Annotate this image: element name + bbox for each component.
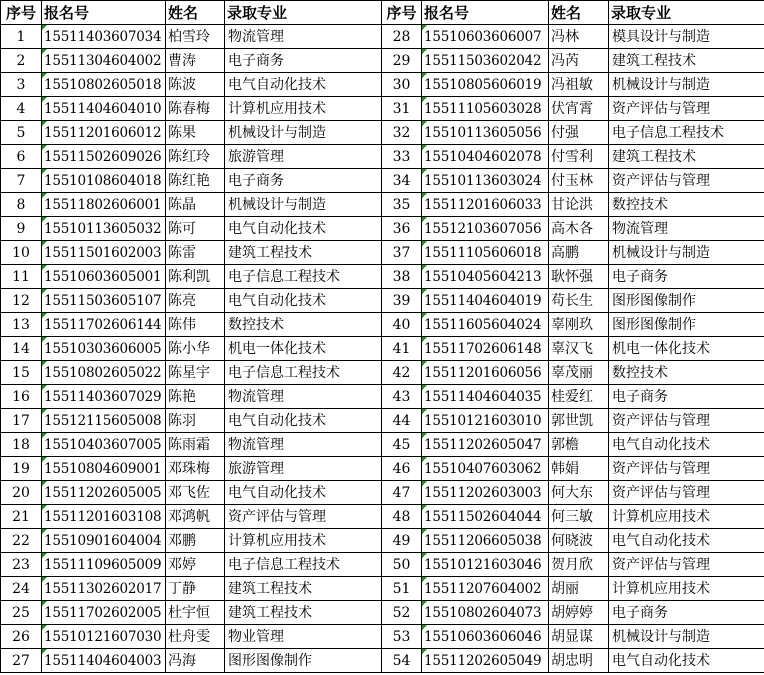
registration-id-cell[interactable]: 15511202603003 (422, 481, 549, 505)
student-name-cell[interactable]: 郭檐 (549, 433, 609, 457)
major-cell[interactable]: 机械设计与制造 (225, 193, 382, 217)
registration-id-cell[interactable]: 15510405604213 (422, 265, 549, 289)
major-cell[interactable]: 数控技术 (609, 193, 764, 217)
seq-cell[interactable]: 53 (382, 625, 422, 649)
major-cell[interactable]: 图形图像制作 (225, 649, 382, 673)
table-row (1, 97, 764, 121)
seq-cell[interactable]: 7 (1, 169, 42, 193)
registration-id-cell[interactable]: 15510802605022 (42, 361, 166, 385)
seq-cell[interactable]: 37 (382, 241, 422, 265)
student-name-cell[interactable]: 辜汉飞 (549, 337, 609, 361)
major-cell[interactable]: 机电一体化技术 (609, 337, 764, 361)
registration-id-cell[interactable]: 15511202605049 (422, 649, 549, 673)
registration-id-cell[interactable]: 15510804609001 (42, 457, 166, 481)
student-name-cell[interactable]: 邓珠梅 (166, 457, 225, 481)
seq-cell[interactable]: 45 (382, 433, 422, 457)
registration-id-cell[interactable]: 15511802606001 (42, 193, 166, 217)
seq-cell[interactable]: 47 (382, 481, 422, 505)
major-cell[interactable]: 计算机应用技术 (225, 529, 382, 553)
seq-cell[interactable]: 13 (1, 313, 42, 337)
major-cell[interactable]: 物流管理 (225, 25, 382, 49)
student-name-cell[interactable]: 何三敏 (549, 505, 609, 529)
major-cell[interactable]: 电气自动化技术 (225, 289, 382, 313)
registration-id-cell[interactable]: 15511503605107 (42, 289, 166, 313)
major-cell[interactable]: 资产评估与管理 (609, 457, 764, 481)
registration-id-cell[interactable]: 15511201603108 (42, 505, 166, 529)
table-row (1, 121, 764, 145)
registration-id-cell[interactable]: 15510403607005 (42, 433, 166, 457)
major-cell[interactable]: 图形图像制作 (609, 313, 764, 337)
seq-cell[interactable]: 17 (1, 409, 42, 433)
seq-cell[interactable]: 23 (1, 553, 42, 577)
student-name-cell[interactable]: 陈亮 (166, 289, 225, 313)
seq-cell[interactable]: 42 (382, 361, 422, 385)
registration-id-cell[interactable]: 15510404602078 (422, 145, 549, 169)
student-name-cell[interactable]: 冯芮 (549, 49, 609, 73)
header-seq-right: 序号 (382, 1, 422, 25)
table-row (1, 601, 764, 625)
table-row (1, 289, 764, 313)
table-row (1, 241, 764, 265)
student-name-cell[interactable]: 陈雷 (166, 241, 225, 265)
student-name-cell[interactable]: 邓飞佐 (166, 481, 225, 505)
student-name-cell[interactable]: 曹涛 (166, 49, 225, 73)
seq-cell[interactable]: 35 (382, 193, 422, 217)
major-cell[interactable]: 电子商务 (609, 385, 764, 409)
registration-id-cell[interactable]: 15510407603062 (422, 457, 549, 481)
student-name-cell[interactable]: 耿怀强 (549, 265, 609, 289)
major-cell[interactable]: 机械设计与制造 (609, 625, 764, 649)
registration-id-cell[interactable]: 15510603606007 (422, 25, 549, 49)
registration-id-cell[interactable]: 15511702606148 (422, 337, 549, 361)
seq-cell[interactable]: 20 (1, 481, 42, 505)
registration-id-cell[interactable]: 15511201606056 (422, 361, 549, 385)
seq-cell[interactable]: 9 (1, 217, 42, 241)
major-cell[interactable]: 机电一体化技术 (225, 337, 382, 361)
major-cell[interactable]: 资产评估与管理 (609, 553, 764, 577)
student-name-cell[interactable]: 陈红玲 (166, 145, 225, 169)
registration-id-cell[interactable]: 15511404604010 (42, 97, 166, 121)
major-cell[interactable]: 电气自动化技术 (609, 649, 764, 673)
table-row (1, 553, 764, 577)
student-name-cell[interactable]: 辜刚玖 (549, 313, 609, 337)
student-name-cell[interactable]: 陈利凯 (166, 265, 225, 289)
seq-cell[interactable]: 32 (382, 121, 422, 145)
registration-id-cell[interactable]: 15511702606144 (42, 313, 166, 337)
student-name-cell[interactable]: 陈星宇 (166, 361, 225, 385)
registration-id-cell[interactable]: 15510603605001 (42, 265, 166, 289)
table-row (1, 457, 764, 481)
registration-id-cell[interactable]: 15510121603046 (422, 553, 549, 577)
student-name-cell[interactable]: 胡忠明 (549, 649, 609, 673)
student-name-cell[interactable]: 伏宵霄 (549, 97, 609, 121)
seq-cell[interactable]: 3 (1, 73, 42, 97)
table-row (1, 481, 764, 505)
major-cell[interactable]: 旅游管理 (225, 457, 382, 481)
student-name-cell[interactable]: 陈伟 (166, 313, 225, 337)
registration-id-cell[interactable]: 15510802605018 (42, 73, 166, 97)
student-name-cell[interactable]: 陈晶 (166, 193, 225, 217)
table-row (1, 217, 764, 241)
major-cell[interactable]: 电气自动化技术 (609, 433, 764, 457)
registration-id-cell[interactable]: 15510108604018 (42, 169, 166, 193)
registration-id-cell[interactable]: 15511501602003 (42, 241, 166, 265)
seq-cell[interactable]: 6 (1, 145, 42, 169)
seq-cell[interactable]: 31 (382, 97, 422, 121)
seq-cell[interactable]: 21 (1, 505, 42, 529)
header-name-left: 姓名 (166, 1, 225, 25)
table-row (1, 73, 764, 97)
student-name-cell[interactable]: 高木各 (549, 217, 609, 241)
table-row (1, 625, 764, 649)
seq-cell[interactable]: 12 (1, 289, 42, 313)
major-cell[interactable]: 机械设计与制造 (225, 121, 382, 145)
student-name-cell[interactable]: 何大东 (549, 481, 609, 505)
table-row (1, 25, 764, 49)
student-name-cell[interactable]: 陈果 (166, 121, 225, 145)
registration-id-cell[interactable]: 15511206605038 (422, 529, 549, 553)
major-cell[interactable]: 电气自动化技术 (609, 529, 764, 553)
registration-id-cell[interactable]: 15510121607030 (42, 625, 166, 649)
major-cell[interactable]: 建筑工程技术 (609, 145, 764, 169)
student-name-cell[interactable]: 冯林 (549, 25, 609, 49)
student-name-cell[interactable]: 付玉林 (549, 169, 609, 193)
student-name-cell[interactable]: 胡显谋 (549, 625, 609, 649)
seq-cell[interactable]: 30 (382, 73, 422, 97)
registration-id-cell[interactable]: 15511202605005 (42, 481, 166, 505)
registration-id-cell[interactable]: 15511503602042 (422, 49, 549, 73)
registration-id-cell[interactable]: 15511605604024 (422, 313, 549, 337)
table-row (1, 193, 764, 217)
major-cell[interactable]: 计算机应用技术 (609, 505, 764, 529)
registration-id-cell[interactable]: 15511404604019 (422, 289, 549, 313)
registration-id-cell[interactable]: 15510802604073 (422, 601, 549, 625)
major-cell[interactable]: 电子商务 (609, 601, 764, 625)
registration-id-cell[interactable]: 15512115605008 (42, 409, 166, 433)
seq-cell[interactable]: 49 (382, 529, 422, 553)
major-cell[interactable]: 资产评估与管理 (609, 169, 764, 193)
table-row (1, 649, 764, 673)
seq-cell[interactable]: 4 (1, 97, 42, 121)
seq-cell[interactable]: 51 (382, 577, 422, 601)
student-name-cell[interactable]: 甘论洪 (549, 193, 609, 217)
registration-id-cell[interactable]: 15510113605056 (422, 121, 549, 145)
table-row (1, 361, 764, 385)
student-name-cell[interactable]: 陈小华 (166, 337, 225, 361)
registration-id-cell[interactable]: 15510901604004 (42, 529, 166, 553)
student-name-cell[interactable]: 付雪利 (549, 145, 609, 169)
seq-cell[interactable]: 11 (1, 265, 42, 289)
major-cell[interactable]: 电气自动化技术 (225, 409, 382, 433)
seq-cell[interactable]: 1 (1, 25, 42, 49)
major-cell[interactable]: 图形图像制作 (609, 289, 764, 313)
seq-cell[interactable]: 22 (1, 529, 42, 553)
seq-cell[interactable]: 26 (1, 625, 42, 649)
major-cell[interactable]: 旅游管理 (225, 145, 382, 169)
registration-id-cell[interactable]: 15511502609026 (42, 145, 166, 169)
header-major-left: 录取专业 (225, 1, 382, 25)
registration-id-cell[interactable]: 15510603606046 (422, 625, 549, 649)
table-row (1, 49, 764, 73)
student-name-cell[interactable]: 冯海 (166, 649, 225, 673)
major-cell[interactable]: 物业管理 (225, 625, 382, 649)
student-name-cell[interactable]: 柏雪玲 (166, 25, 225, 49)
registration-id-cell[interactable]: 15511105606018 (422, 241, 549, 265)
student-name-cell[interactable]: 付强 (549, 121, 609, 145)
seq-cell[interactable]: 8 (1, 193, 42, 217)
student-name-cell[interactable]: 邓婷 (166, 553, 225, 577)
major-cell[interactable]: 计算机应用技术 (225, 97, 382, 121)
table-row (1, 265, 764, 289)
seq-cell[interactable]: 14 (1, 337, 42, 361)
table-row (1, 313, 764, 337)
seq-cell[interactable]: 38 (382, 265, 422, 289)
major-cell[interactable]: 电子商务 (609, 265, 764, 289)
table-row (1, 169, 764, 193)
major-cell[interactable]: 资产评估与管理 (225, 505, 382, 529)
seq-cell[interactable]: 19 (1, 457, 42, 481)
seq-cell[interactable]: 25 (1, 601, 42, 625)
table-row (1, 409, 764, 433)
header-row (1, 1, 764, 25)
seq-cell[interactable]: 39 (382, 289, 422, 313)
seq-cell[interactable]: 2 (1, 49, 42, 73)
student-name-cell[interactable]: 郭世凯 (549, 409, 609, 433)
major-cell[interactable]: 电子商务 (225, 169, 382, 193)
student-name-cell[interactable]: 丁静 (166, 577, 225, 601)
major-cell[interactable]: 电子商务 (225, 49, 382, 73)
major-cell[interactable]: 资产评估与管理 (609, 97, 764, 121)
student-name-cell[interactable]: 高鹏 (549, 241, 609, 265)
major-cell[interactable]: 建筑工程技术 (609, 49, 764, 73)
seq-cell[interactable]: 52 (382, 601, 422, 625)
student-name-cell[interactable]: 胡丽 (549, 577, 609, 601)
registration-id-cell[interactable]: 15511304604002 (42, 49, 166, 73)
student-name-cell[interactable]: 贺月欣 (549, 553, 609, 577)
registration-id-cell[interactable]: 15511202605047 (422, 433, 549, 457)
seq-cell[interactable]: 41 (382, 337, 422, 361)
student-name-cell[interactable]: 韩娟 (549, 457, 609, 481)
seq-cell[interactable]: 43 (382, 385, 422, 409)
major-cell[interactable]: 电子信息工程技术 (609, 121, 764, 145)
registration-id-cell[interactable]: 15511702602005 (42, 601, 166, 625)
student-name-cell[interactable]: 陈红艳 (166, 169, 225, 193)
student-name-cell[interactable]: 胡婷婷 (549, 601, 609, 625)
student-name-cell[interactable]: 邓鹏 (166, 529, 225, 553)
major-cell[interactable]: 建筑工程技术 (225, 577, 382, 601)
student-name-cell[interactable]: 陈波 (166, 73, 225, 97)
registration-id-cell[interactable]: 15511207604002 (422, 577, 549, 601)
major-cell[interactable]: 机械设计与制造 (609, 241, 764, 265)
seq-cell[interactable]: 16 (1, 385, 42, 409)
registration-id-cell[interactable]: 15512103607056 (422, 217, 549, 241)
seq-cell[interactable]: 48 (382, 505, 422, 529)
registration-id-cell[interactable]: 15510113603024 (422, 169, 549, 193)
registration-id-cell[interactable]: 15511105603028 (422, 97, 549, 121)
major-cell[interactable]: 物流管理 (225, 433, 382, 457)
header-major-right: 录取专业 (609, 1, 764, 25)
seq-cell[interactable]: 28 (382, 25, 422, 49)
major-cell[interactable]: 电子信息工程技术 (225, 361, 382, 385)
major-cell[interactable]: 电子信息工程技术 (225, 265, 382, 289)
table-row (1, 385, 764, 409)
registration-id-cell[interactable]: 15511201606033 (422, 193, 549, 217)
major-cell[interactable]: 建筑工程技术 (225, 601, 382, 625)
major-cell[interactable]: 电气自动化技术 (225, 73, 382, 97)
header-id-right: 报名号 (422, 1, 549, 25)
registration-id-cell[interactable]: 15510113605032 (42, 217, 166, 241)
major-cell[interactable]: 资产评估与管理 (609, 481, 764, 505)
student-name-cell[interactable]: 邓鸿帆 (166, 505, 225, 529)
student-name-cell[interactable]: 陈可 (166, 217, 225, 241)
seq-cell[interactable]: 29 (382, 49, 422, 73)
student-name-cell[interactable]: 杜舟雯 (166, 625, 225, 649)
registration-id-cell[interactable]: 15510303606005 (42, 337, 166, 361)
student-name-cell[interactable]: 陈羽 (166, 409, 225, 433)
student-name-cell[interactable]: 苟长生 (549, 289, 609, 313)
seq-cell[interactable]: 24 (1, 577, 42, 601)
table-row (1, 145, 764, 169)
registration-id-cell[interactable]: 15511109605009 (42, 553, 166, 577)
major-cell[interactable]: 数控技术 (225, 313, 382, 337)
seq-cell[interactable]: 15 (1, 361, 42, 385)
table-row (1, 505, 764, 529)
seq-cell[interactable]: 33 (382, 145, 422, 169)
registration-id-cell[interactable]: 15510121603010 (422, 409, 549, 433)
registration-id-cell[interactable]: 15510805606019 (422, 73, 549, 97)
student-name-cell[interactable]: 辜茂丽 (549, 361, 609, 385)
header-id-left: 报名号 (42, 1, 166, 25)
student-name-cell[interactable]: 杜宇恒 (166, 601, 225, 625)
registration-id-cell[interactable]: 15511302602017 (42, 577, 166, 601)
seq-cell[interactable]: 46 (382, 457, 422, 481)
table-row (1, 577, 764, 601)
major-cell[interactable]: 数控技术 (609, 361, 764, 385)
major-cell[interactable]: 建筑工程技术 (225, 241, 382, 265)
registration-id-cell[interactable]: 15511404604035 (422, 385, 549, 409)
major-cell[interactable]: 电子信息工程技术 (225, 553, 382, 577)
seq-cell[interactable]: 44 (382, 409, 422, 433)
seq-cell[interactable]: 10 (1, 241, 42, 265)
seq-cell[interactable]: 5 (1, 121, 42, 145)
header-seq-left: 序号 (1, 1, 42, 25)
seq-cell[interactable]: 50 (382, 553, 422, 577)
student-name-cell[interactable]: 冯祖敏 (549, 73, 609, 97)
student-name-cell[interactable]: 何晓波 (549, 529, 609, 553)
table-row (1, 337, 764, 361)
major-cell[interactable]: 机械设计与制造 (609, 73, 764, 97)
major-cell[interactable]: 物流管理 (225, 385, 382, 409)
major-cell[interactable]: 计算机应用技术 (609, 577, 764, 601)
registration-id-cell[interactable]: 15511403607029 (42, 385, 166, 409)
seq-cell[interactable]: 36 (382, 217, 422, 241)
student-name-cell[interactable]: 陈艳 (166, 385, 225, 409)
student-name-cell[interactable]: 陈春梅 (166, 97, 225, 121)
major-cell[interactable]: 资产评估与管理 (609, 409, 764, 433)
table-row (1, 529, 764, 553)
registration-id-cell[interactable]: 15511502604044 (422, 505, 549, 529)
registration-id-cell[interactable]: 15511201606012 (42, 121, 166, 145)
seq-cell[interactable]: 34 (382, 169, 422, 193)
major-cell[interactable]: 电气自动化技术 (225, 481, 382, 505)
registration-id-cell[interactable]: 15511403607034 (42, 25, 166, 49)
seq-cell[interactable]: 54 (382, 649, 422, 673)
student-name-cell[interactable]: 陈雨霜 (166, 433, 225, 457)
seq-cell[interactable]: 27 (1, 649, 42, 673)
seq-cell[interactable]: 18 (1, 433, 42, 457)
student-name-cell[interactable]: 桂爱红 (549, 385, 609, 409)
major-cell[interactable]: 物流管理 (609, 217, 764, 241)
registration-id-cell[interactable]: 15511404604003 (42, 649, 166, 673)
table-row (1, 433, 764, 457)
seq-cell[interactable]: 40 (382, 313, 422, 337)
major-cell[interactable]: 电气自动化技术 (225, 217, 382, 241)
header-name-right: 姓名 (549, 1, 609, 25)
major-cell[interactable]: 模具设计与制造 (609, 25, 764, 49)
